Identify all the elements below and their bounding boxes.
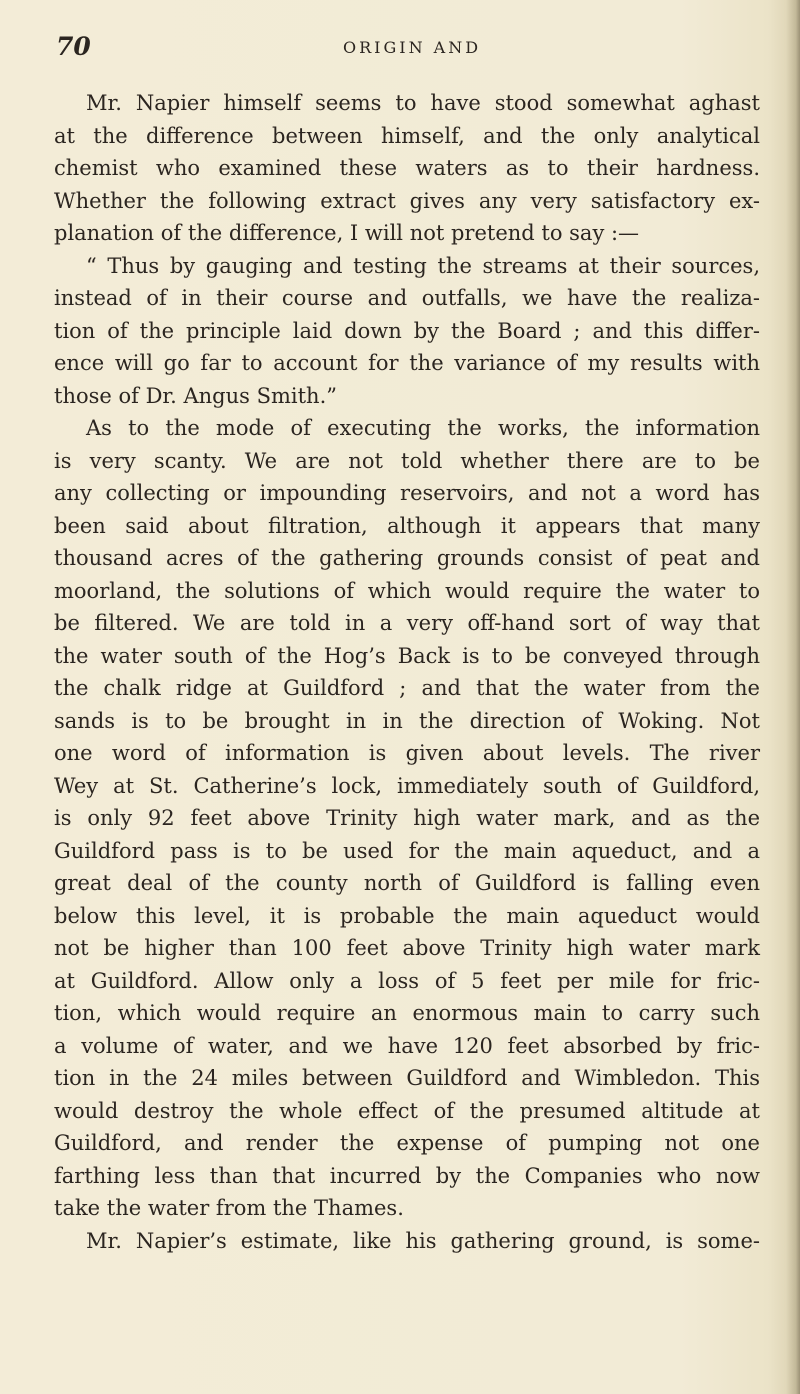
page-header (0, 28, 800, 68)
text-line: at the difference between himself, and the only analytical (54, 123, 760, 148)
text-line: ence will go far to account for the variance of my results with (54, 351, 760, 375)
text-line: tion in the 24 miles between Guildford and Wimbledon. This (54, 1066, 760, 1090)
text-line: Wey at St. Catherine’s lock, immediately south of Guildford, (54, 773, 760, 798)
text-line: Mr. Napier himself seems to have stood somewhat aghast (86, 91, 760, 115)
running-head: ORIGIN AND (343, 38, 482, 57)
text-line: take the water from the Thames. (54, 1196, 404, 1220)
text-line: instead of in their course and outfalls, we have the realiza- (54, 286, 760, 310)
text-line: planation of the difference, I will not pretend to say :— (54, 221, 640, 245)
text-line: be filtered. We are told in a very off-hand sort of way that (54, 611, 760, 635)
text-line: Mr. Napier’s estimate, like his gathering ground, is some- (86, 1228, 760, 1253)
text-line: tion, which would require an enormous main to carry such (54, 1001, 760, 1025)
text-line: those of Dr. Angus Smith.” (54, 383, 337, 408)
text-line: chemist who examined these waters as to their hardness. (54, 156, 760, 180)
text-line: the chalk ridge at Guildford ; and that the water from the (54, 676, 760, 700)
text-line: Guildford pass is to be used for the main aqueduct, and a (54, 838, 760, 863)
text-line: great deal of the county north of Guildford is falling even (54, 871, 760, 895)
text-line: is only 92 feet above Trinity high water mark, and as the (54, 806, 760, 830)
text-line: a volume of water, and we have 120 feet absorbed by fric- (54, 1033, 760, 1058)
text-line: sands is to be brought in in the direction of Woking. Not (54, 708, 760, 733)
text-line: been said about filtration, although it appears that many (54, 513, 760, 538)
text-line: farthing less than that incurred by the Companies who now (54, 1163, 760, 1188)
text-line: is very scanty. We are not told whether there are to be (54, 448, 760, 473)
text-line: thousand acres of the gathering grounds consist of peat and (54, 546, 760, 570)
page-edge-shadow (786, 0, 800, 1394)
page-number: 70 (56, 32, 91, 61)
body-text (54, 87, 760, 1257)
text-line: Guildford, and render the expense of pumping not one (54, 1131, 760, 1155)
text-line: moorland, the solutions of which would require the water to (54, 578, 760, 603)
text-line: at Guildford. Allow only a loss of 5 feet per mile for fric- (54, 968, 760, 993)
text-line: tion of the principle laid down by the Board ; and this differ- (54, 318, 760, 343)
text-line: “ Thus by gauging and testing the streams at their sources, (86, 253, 760, 278)
text-line: not be higher than 100 feet above Trinity high water mark (54, 936, 760, 960)
text-line: any collecting or impounding reservoirs, and not a word has (54, 481, 760, 505)
text-line: below this level, it is probable the main aqueduct would (54, 903, 760, 928)
text-line: As to the mode of executing the works, the information (86, 416, 760, 440)
text-line: the water south of the Hog’s Back is to be conveyed through (54, 643, 760, 668)
text-line: Whether the following extract gives any very satisfactory ex- (54, 188, 760, 213)
text-line: one word of information is given about levels. The river (54, 741, 760, 765)
text-line: would destroy the whole effect of the presumed altitude at (54, 1098, 760, 1123)
